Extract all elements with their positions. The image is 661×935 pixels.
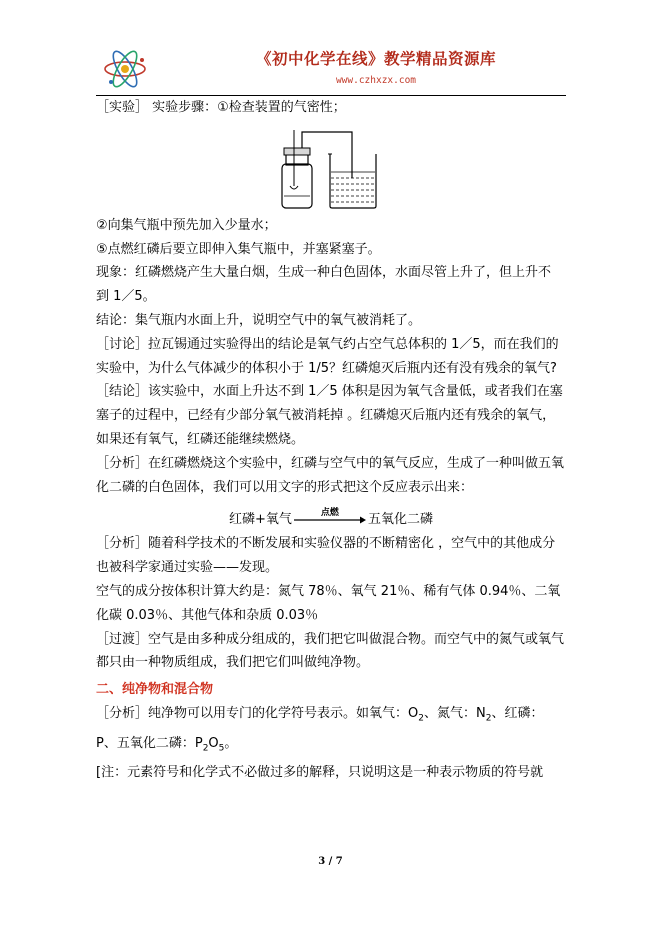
reaction-arrow: [294, 507, 366, 527]
page-header: [96, 44, 566, 96]
arrow-right-icon: [294, 516, 366, 524]
equation-reactants: 红磷+氧气: [229, 511, 292, 527]
atom-logo-icon: [102, 46, 148, 92]
text-line: ⑤点燃红磷后要立即伸入集气瓶中，并塞紧塞子。: [96, 241, 381, 257]
text-line-note: [注：元素符号和化学式不必做过多的解释，只说明这是一种表示物质的符号就: [96, 764, 544, 780]
paragraph-discussion: ［讨论］拉瓦锡通过实验得出的结论是氧气约占空气总体积的 1／5，而在我们的实验中，为什么气体减少的体积小于 1/5？红磷熄灭后瓶内还有没有残余的氧气?: [96, 336, 559, 376]
text-line: ②向集气瓶中预先加入少量水；: [96, 217, 277, 233]
page-number: 3 / 7: [318, 856, 343, 867]
paragraph-air-composition: 空气的成分按体积计算大约是：氮气 78％、氧气 21％、稀有气体 0.94％、二氧化碳 0.03％、其他气体和杂质 0.03％: [96, 583, 561, 623]
document-body: [96, 96, 566, 785]
header-url: www.czhxzx.com: [335, 75, 417, 86]
paragraph-analysis-2: ［分析］随着科学技术的不断发展和实验仪器的不断精密化 ，空气中的其他成分也被科学家通过实验——发现。: [96, 536, 556, 576]
section-title: 二、纯净物和混合物: [96, 682, 214, 698]
experiment-apparatus-figure: [268, 126, 388, 210]
paragraph-transition: ［过渡］空气是由多种成分组成的，我们把它叫做混合物。而空气中的氮气或氧气都只由一种物质组成，我们把它们叫做纯净物。: [96, 631, 565, 671]
reaction-condition: 点燃: [320, 508, 339, 519]
text-line: ［实验］ 实验步骤：①检查装置的气密性；: [96, 100, 346, 115]
word-equation: [96, 502, 566, 532]
text-line: 现象：红磷燃烧产生大量白烟，生成一种白色固体，水面尽管上升了，但上升不: [96, 265, 552, 281]
paragraph-analysis: ［分析］在红磷燃烧这个实验中，红磷与空气中的氧气反应，生成了一种叫做五氧化二磷的白色固体，我们可以用文字的形式把这个反应表示出来：: [96, 455, 565, 495]
text-line: 结论：集气瓶内水面上升，说明空气中的氧气被消耗了。: [96, 312, 422, 328]
header-title: 《初中化学在线》教学精品资源库: [255, 49, 496, 68]
text-line-formulas-2: P、五氧化二磷：$P_2O_5$。: [96, 735, 238, 754]
paragraph-conclusion: ［结论］该实验中，水面上升达不到 1／5 体积是因为氧气含量低，或者我们在塞塞子的过程中，已经有少部分氧气被消耗掉 。红磷熄灭后瓶内还有残余的氧气，如果还有氧气，红磷还能继续燃烧。: [96, 384, 563, 447]
equation-product: 五氧化二磷: [367, 511, 433, 527]
text-line: 到 1／5。: [96, 289, 156, 305]
text-line-formulas: ［分析］纯净物可以用专门的化学符号表示。如氧气：$O_2$、氮气：$N_2$、红磷：: [96, 706, 544, 724]
